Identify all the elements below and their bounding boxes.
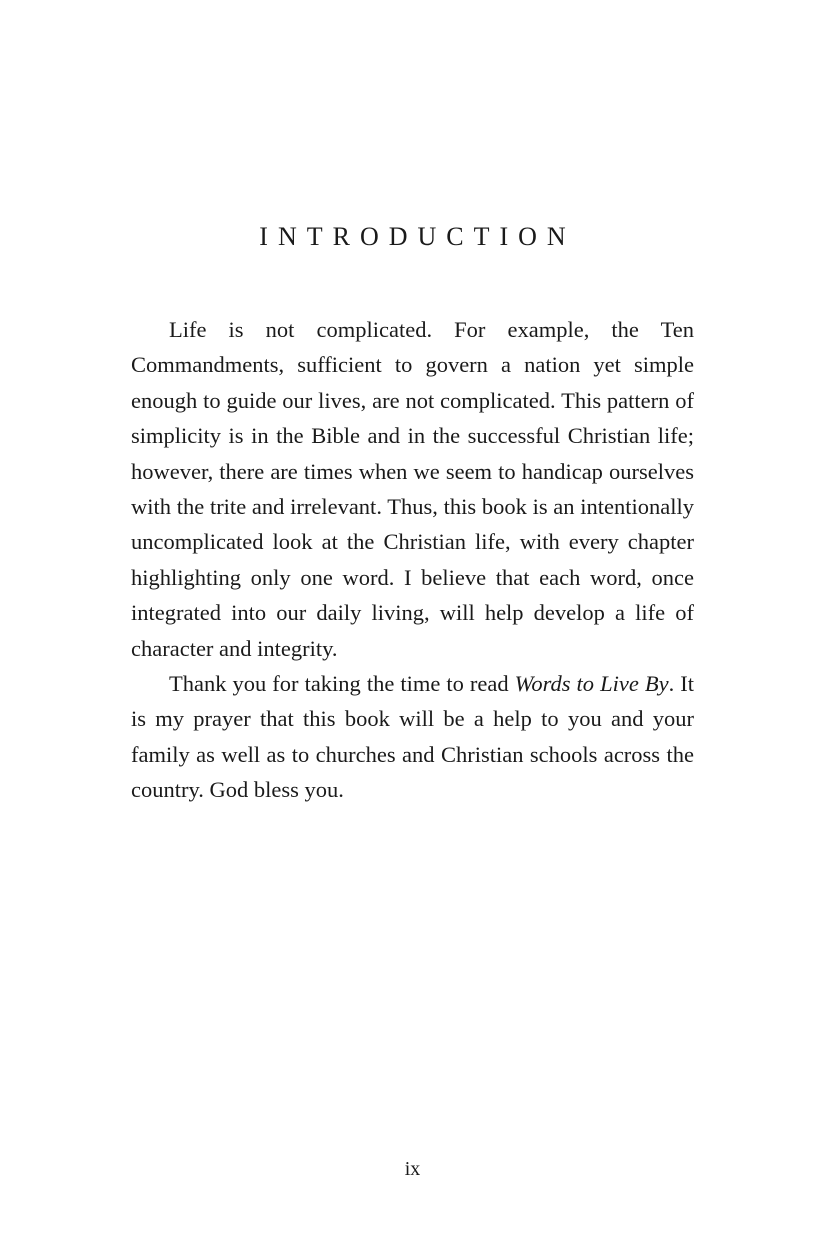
paragraph-1: Life is not complicated. For example, the Ten Commandments, sufficient to govern a nation yet simple enough to guide our lives, are not complicated. This pattern of simplicity is in the Bible and in the successful Christian life; however, there are times when we seem to handicap ourselves with the trite and irrelevant. Thus, this book is an intentionally uncomplicated look at the Christian life, with every chapter highlighting only one word. I believe that each word, once integrated into our daily living, will help develop a life of character and integrity. — [131, 317, 694, 661]
body-text — [131, 312, 694, 808]
paragraph-2-start: Thank you for taking the time to read — [169, 671, 515, 697]
paragraph-2 — [131, 666, 694, 808]
book-title: Words to Live By — [514, 671, 669, 697]
chapter-title: INTRODUCTION — [259, 222, 576, 251]
paragraph-2-end: . It is my prayer that this book will be a help to you and your family as well as to churches and Christian schools across the country. God bless you. — [131, 671, 694, 803]
page-number: ix — [404, 1158, 421, 1180]
